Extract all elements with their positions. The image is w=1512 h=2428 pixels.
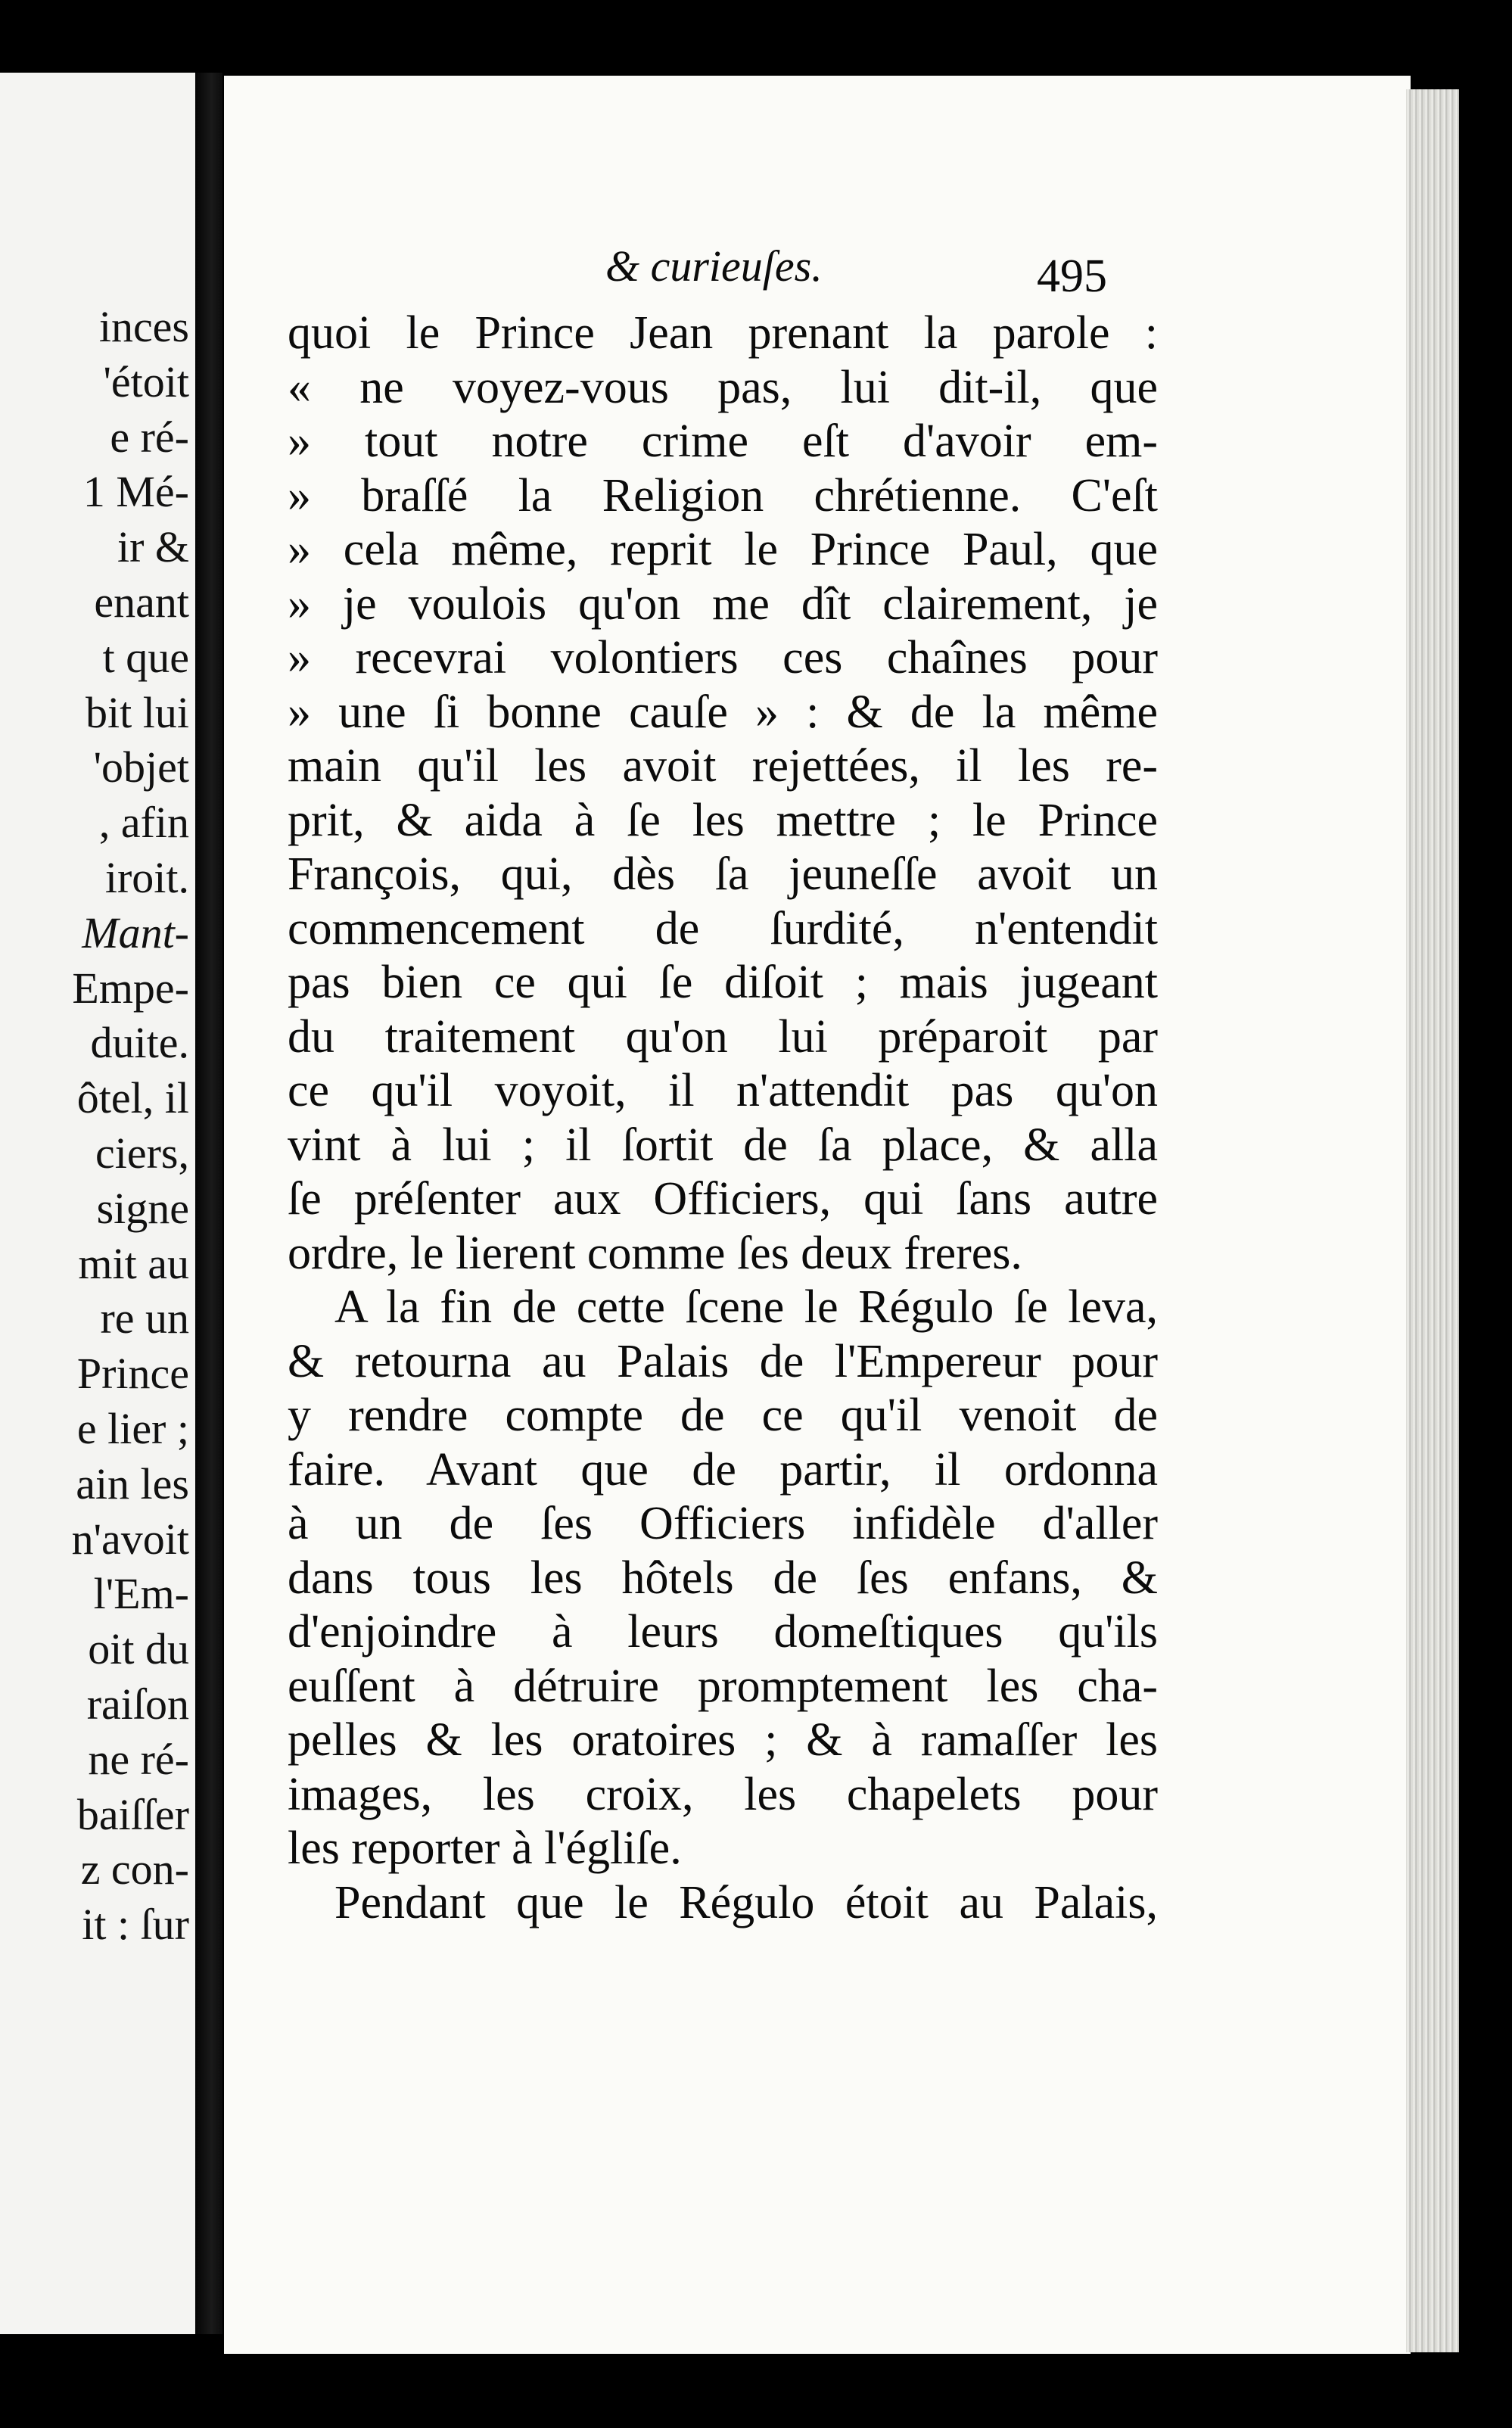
previous-line: oit du	[88, 1624, 189, 1674]
text-line: » je voulois qu'on me dît clairement, je	[288, 577, 1158, 630]
book-gutter	[195, 73, 222, 2334]
text-line: y rendre compte de ce qu'il venoit de	[288, 1390, 1158, 1441]
previous-line: n'avoit	[71, 1514, 189, 1564]
text-line: euſſent à détruire promptement les cha-	[288, 1660, 1158, 1712]
previous-page	[0, 73, 195, 2334]
previous-line: mit au	[78, 1238, 189, 1288]
previous-line: ôtel, il	[76, 1073, 189, 1123]
text-line: & retourna au Palais de l'Empereur pour	[288, 1335, 1158, 1387]
text-line: ce qu'il voyoit, il n'attendit pas qu'on	[288, 1065, 1158, 1116]
previous-line: raiſon	[86, 1679, 189, 1729]
previous-line: baiſſer	[76, 1789, 189, 1839]
previous-line: l'Em-	[93, 1569, 189, 1619]
text-line: d'enjoindre à leurs domeſtiques qu'ils	[288, 1606, 1158, 1658]
previous-line: e lier ;	[76, 1403, 189, 1453]
text-line: images, les croix, les chapelets pour	[288, 1768, 1158, 1820]
previous-line: 1 Mé-	[82, 467, 189, 517]
text-line: commencement de ſurdité, n'entendit	[288, 902, 1158, 954]
previous-line: inces	[98, 302, 189, 351]
previous-line: it : ſur	[82, 1900, 189, 1950]
previous-line: t que	[102, 632, 189, 682]
text-line: à un de ſes Officiers infidèle d'aller	[288, 1498, 1158, 1549]
previous-line: z con-	[80, 1844, 189, 1894]
previous-line: ciers,	[95, 1128, 189, 1178]
previous-line: 'objet	[93, 742, 189, 792]
text-line: pelles & les oratoires ; & à ramaſſer les	[288, 1714, 1158, 1766]
text-line: main qu'il les avoit rejettées, il les re-	[288, 740, 1158, 792]
previous-line: signe	[96, 1183, 189, 1233]
previous-line: 'étoit	[103, 356, 189, 406]
previous-line: Empe-	[72, 963, 189, 1013]
text-line: du traitement qu'on lui préparoit par	[288, 1010, 1158, 1063]
page-body-text	[288, 307, 1158, 1930]
text-line: » braſſé la Religion chrétienne. C'eſt	[288, 469, 1158, 521]
page-edges	[1406, 89, 1459, 2352]
text-line: dans tous les hôtels de ſes enfans, &	[288, 1552, 1158, 1604]
text-line: « ne voyez-vous pas, lui dit-il, que	[288, 361, 1158, 413]
text-line: ſe préſenter aux Officiers, qui ſans autre	[288, 1173, 1158, 1225]
text-line: ordre, le lierent comme ſes deux freres.	[288, 1227, 1022, 1279]
text-line: quoi le Prince Jean prenant la parole :	[288, 307, 1158, 359]
previous-line: , afin	[98, 798, 189, 848]
previous-line: Mant-	[82, 907, 189, 957]
text-line: vint à lui ; il ſortit de ſa place, & alla	[288, 1119, 1158, 1171]
previous-line: e ré-	[110, 412, 189, 462]
previous-line: ain les	[76, 1458, 189, 1508]
text-line: » recevrai volontiers ces chaînes pour	[288, 632, 1158, 683]
running-head: & curieuſes.	[605, 241, 823, 291]
text-line: » tout notre crime eſt d'avoir em-	[288, 416, 1158, 467]
previous-line: Prince	[76, 1349, 189, 1399]
text-line: prit, & aida à ſe les mettre ; le Prince	[288, 794, 1158, 846]
paragraph-start-line: Pendant que le Régulo étoit au Palais,	[334, 1876, 1158, 1928]
page-number: 495	[1037, 251, 1107, 302]
previous-line: ne ré-	[88, 1734, 189, 1784]
paragraph-start-line: A la fin de cette ſcene le Régulo ſe leva,	[334, 1281, 1158, 1333]
previous-line: re un	[100, 1293, 189, 1343]
previous-line: ir &	[117, 522, 189, 572]
text-line: François, qui, dès ſa jeuneſſe avoit un	[288, 848, 1158, 900]
previous-line: duite.	[90, 1018, 189, 1068]
text-line: » cela même, reprit le Prince Paul, que	[288, 524, 1158, 575]
previous-page-text	[72, 300, 189, 1953]
text-line: les reporter à l'égliſe.	[288, 1823, 682, 1874]
previous-line: iroit.	[104, 852, 189, 902]
previous-line: enant	[94, 577, 189, 627]
text-line: faire. Avant que de partir, il ordonna	[288, 1443, 1158, 1496]
previous-line: bit lui	[86, 687, 189, 737]
text-line: » une ſi bonne cauſe » : & de la même	[288, 686, 1158, 738]
text-line: pas bien ce qui ſe diſoit ; mais jugeant	[288, 957, 1158, 1008]
